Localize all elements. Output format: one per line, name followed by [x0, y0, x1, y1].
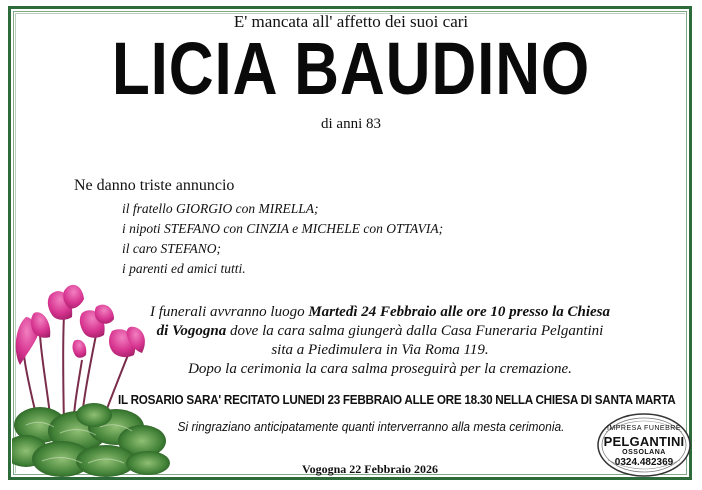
funeral-line-2-text: dove la cara salma giungerà dalla Casa Funeraria Pelgantini: [226, 323, 604, 339]
funeral-town: di Vogogna: [156, 323, 227, 339]
funeral-line-1: [100, 303, 660, 322]
relative-line: i parenti ed amici tutti.: [122, 261, 246, 276]
funeral-home-badge: [596, 412, 692, 478]
badge-sub: OSSOLANA: [622, 449, 666, 456]
thanks-text: Si ringraziano anticipatamente quanti interverranno alla mesta cerimonia.: [177, 419, 565, 434]
badge-phone: 0324.482369: [614, 457, 674, 468]
intro-text: E' mancata all' affetto dei suoi cari: [233, 12, 469, 31]
badge-name: PELGANTINI: [603, 434, 685, 449]
badge-top-text: IMPRESA FUNEBRE: [606, 425, 681, 432]
funeral-line-3: sita a Piedimulera in Via Roma 119.: [271, 342, 489, 358]
deceased-age: di anni 83: [321, 116, 381, 132]
deceased-name: LICIA BAUDINO: [111, 27, 591, 110]
funeral-details: [100, 303, 660, 379]
funeral-line-4: Dopo la cerimonia la cara salma proseguirà per la cremazione.: [188, 361, 572, 377]
relative-line: il caro STEFANO;: [122, 241, 222, 256]
funeral-line-2: [100, 322, 660, 341]
funeral-line-1-text: I funerali avvranno luogo: [150, 304, 309, 320]
announce-title: Ne danno triste annuncio: [74, 177, 235, 194]
funeral-date-place: Martedì 24 Febbraio alle ore 10 presso la Chiesa: [308, 304, 610, 320]
dateline: Vogogna 22 Febbraio 2026: [302, 462, 438, 476]
relative-line: il fratello GIORGIO con MIRELLA;: [122, 201, 319, 216]
relative-line: i nipoti STEFANO con CINZIA e MICHELE con OTTAVIA;: [122, 221, 444, 236]
rosary-notice: IL ROSARIO SARA' RECITATO LUNEDI 23 FEBBRAIO ALLE ORE 18.30 NELLA CHIESA DI SANTA MARTA: [118, 392, 676, 407]
